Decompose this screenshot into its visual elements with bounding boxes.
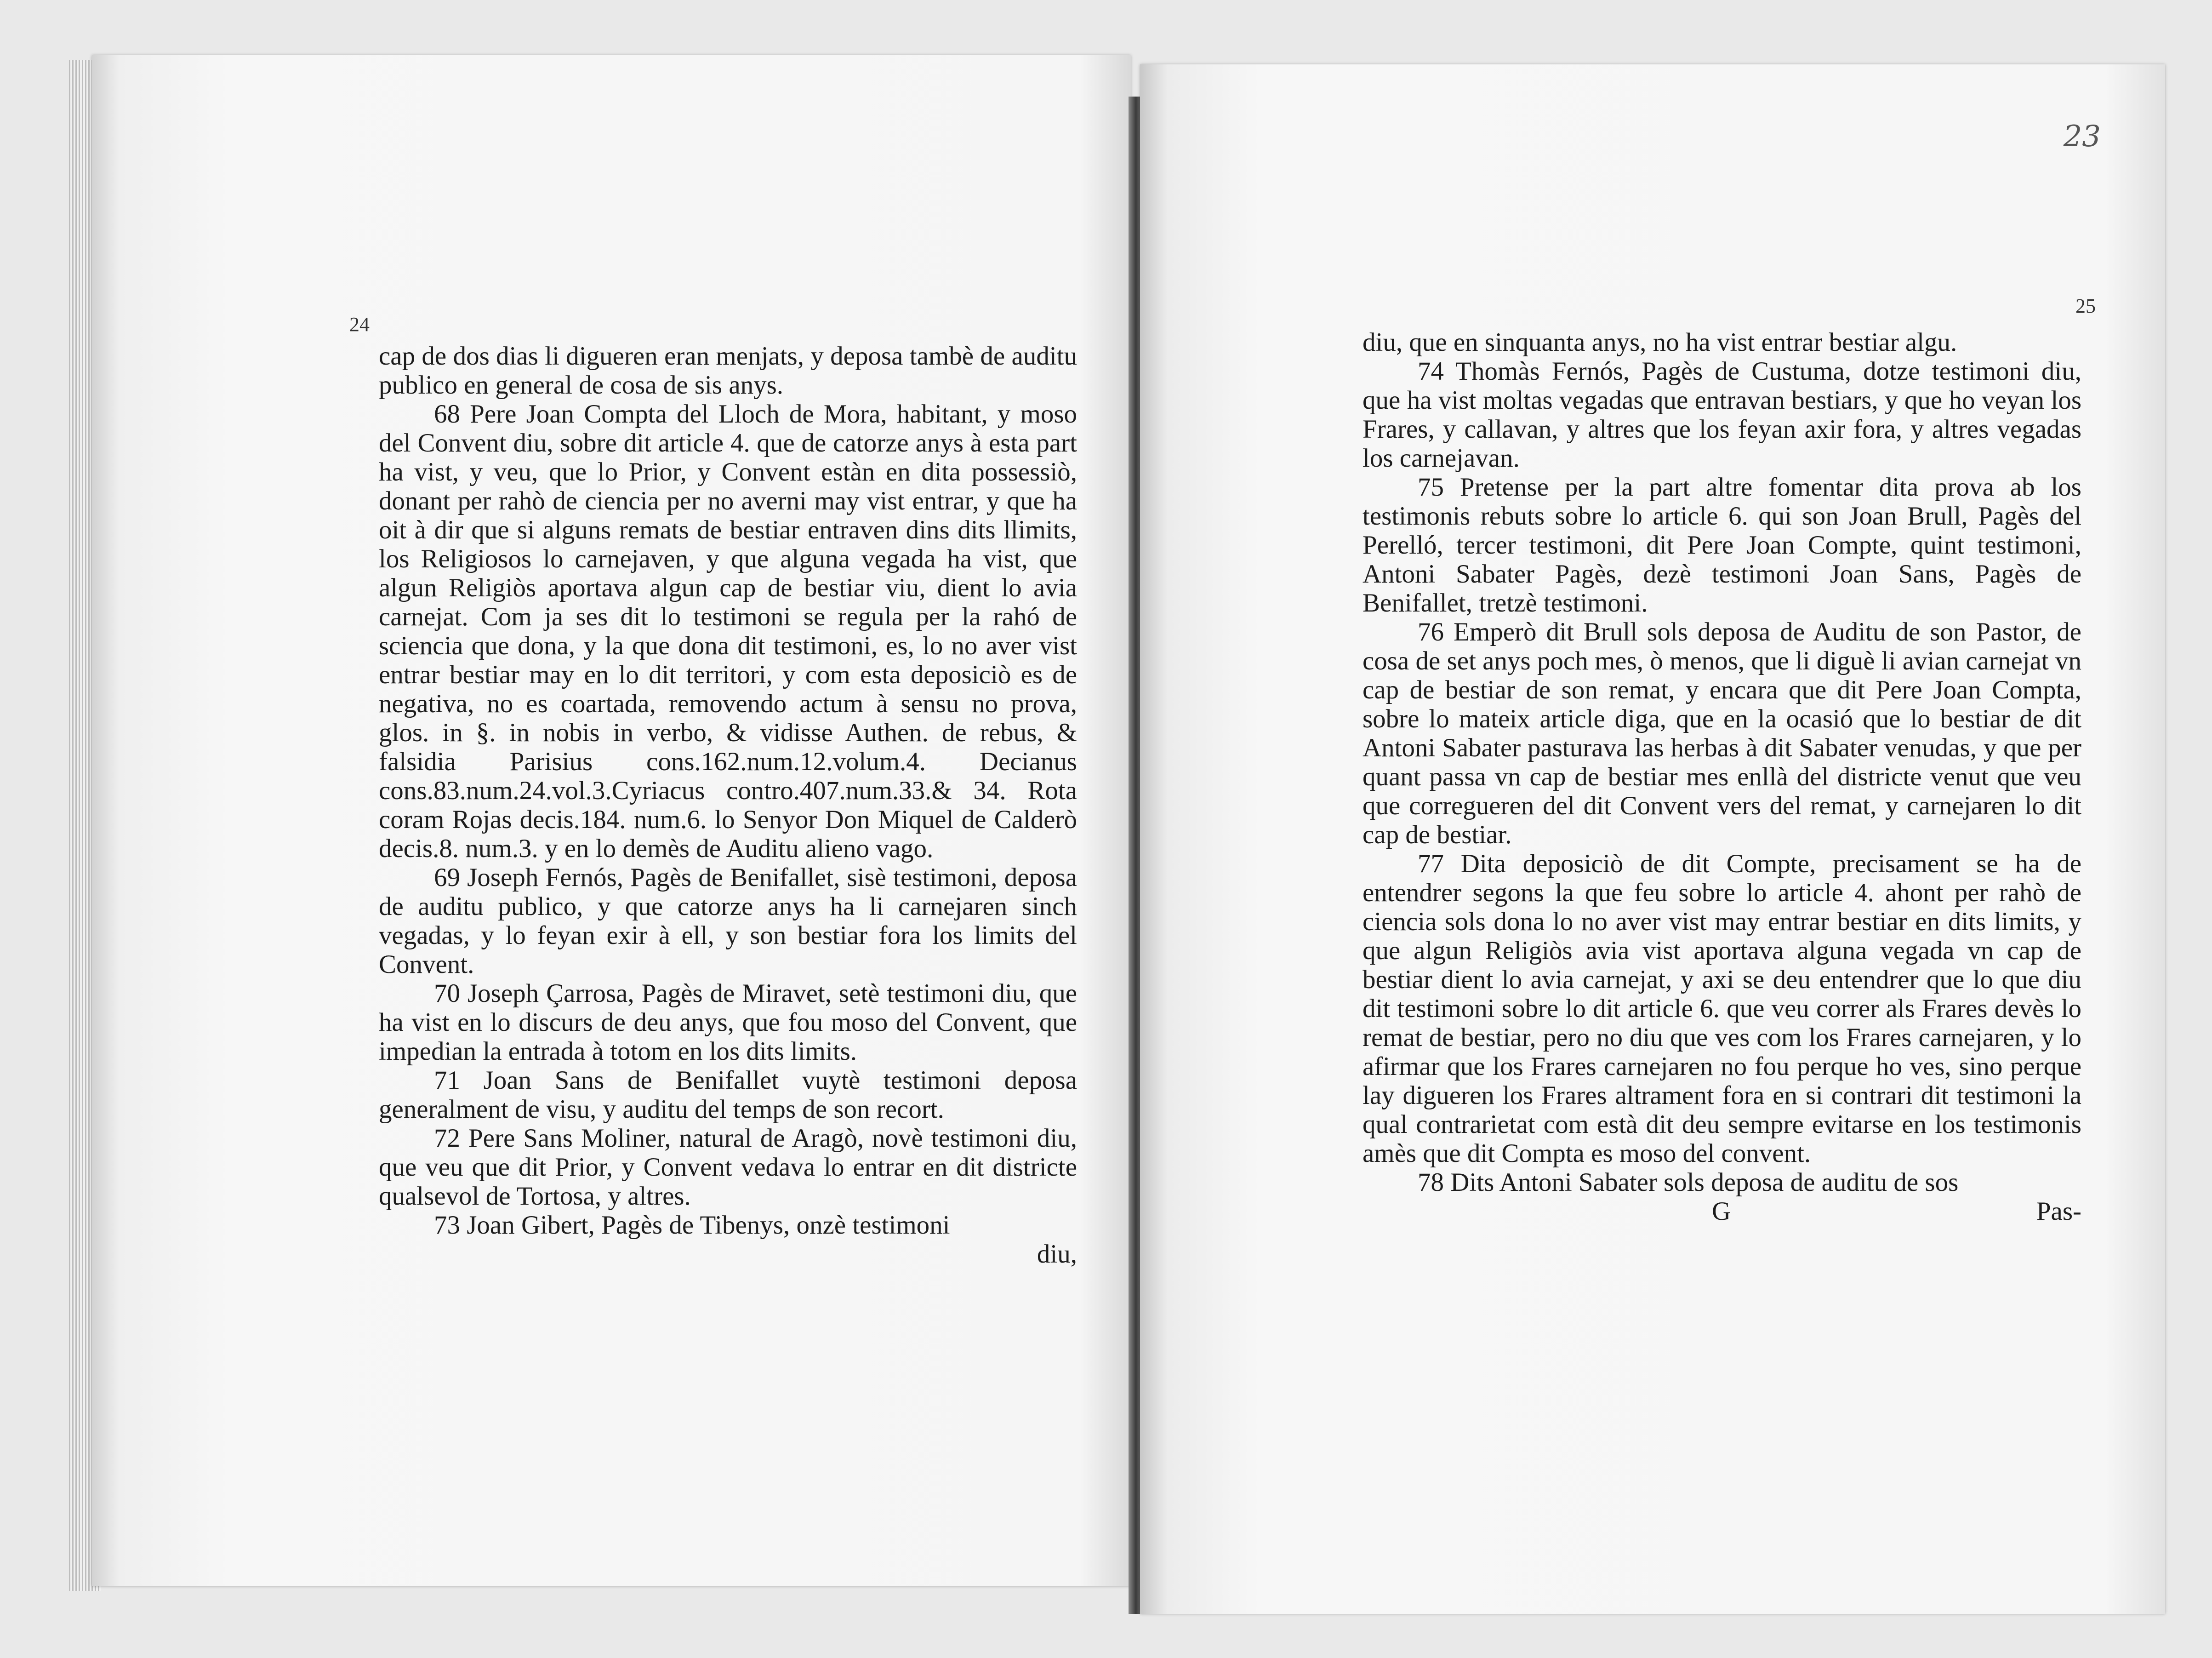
paragraph: 68 Pere Joan Compta del Lloch de Mora, habitant, y moso del Convent diu, sobre dit article 4. que de catorze anys à esta part ha vist, y veu, que lo Prior, y Convent estàn en dita possessiò, donant per rahò de ciencia per no averni may vist entrar, y que ha oit à dir que si alguns remats de bestiar entraven dins dits llimits, los Religiosos lo carnejaven, y que alguna vegada ha vist, que algun Religiòs aportava algun cap de bestiar viu, dient lo avia carnejat. Com ja ses dit lo testimoni se regula per la rahó de sciencia que dona, y la que dona dit testimoni, es, lo no aver vist entrar bestiar may en lo dit territori, y com esta deposiciò es de negativa, no es coartada, removendo actum à sensu no prova, glos. in §. in nobis in verbo, & vidisse Authen. de rebus, & falsidia Parisius cons.162.num.12.volum.4. Decianus cons.83.num.24.vol.3.Cyriacus contro.407.num.33.& 34. Rota coram Rojas decis.184. num.6. lo Senyor Don Miquel de Calderò decis.8. num.3. y en lo demès de Auditu alieno vago. — [379, 400, 1077, 863]
paragraph: 77 Dita deposiciò de dit Compte, precisament se ha de entendrer segons la que feu sobre lo article 4. ahont per rahò de ciencia sols dona lo no aver vist may entrar bestiar en dits limits, y que algun Religiòs avia vist aportava alguna vegada vn cap de bestiar dient lo avia carnejat, y axi se deu entendrer que lo que diu dit testimoni sobre lo dit article 6. que veu correr als Frares devès lo remat de bestiar, pero no diu que ves com los Frares carnejaren, y lo afirmar que los Frares carnejaren no fou perque ho ves, sino perque lay digueren los Frares altrament fora en si contrari dit testimoni la qual contrarietat com està dit deu sempre evitarse en los testimonis amès que dit Compta es moso del convent. — [1363, 849, 2081, 1168]
paragraph: cap de dos dias li digueren eran menjats, y deposa tambè de auditu publico en general de cosa de sis anys. — [379, 342, 1077, 400]
paragraph: 76 Emperò dit Brull sols deposa de Auditu de son Pastor, de cosa de set anys poch mes, ò menos, que li diguè li avian carnejat vn cap de bestiar de son remat, y encara que dit Pere Joan Compta, sobre lo mateix article diga, que en la ocasió que lo bestiar de dit Antoni Sabater pasturava las herbas à dit Sabater venudas, y que per quant passa vn cap de bestiar mes enllà del districte venut que veu que corregueren del dit Convent vers del remat, y carnejaren lo dit cap de bestiar. — [1363, 617, 2081, 849]
right-page — [1140, 64, 2165, 1614]
signature-mark: G — [1712, 1197, 1731, 1226]
paragraph: 78 Dits Antoni Sabater sols deposa de auditu de sos — [1418, 1168, 1959, 1197]
right-page-number: 25 — [2075, 295, 2096, 317]
paragraph: 72 Pere Sans Moliner, natural de Aragò, novè testimoni diu, que veu que dit Prior, y Convent vedava lo entrar en dit districte qualsevol de Tortosa, y altres. — [379, 1124, 1077, 1211]
paragraph: 69 Joseph Fernós, Pagès de Benifallet, sisè testimoni, deposa de auditu publico, y que catorze anys ha li carnejaren sinch vegadas, y lo feyan exir à ell, y son bestiar fora los limits del Convent. — [379, 863, 1077, 979]
right-text-block — [1363, 328, 2081, 1226]
catchword: diu, — [1037, 1240, 1077, 1269]
paragraph: 70 Joseph Çarrosa, Pagès de Miravet, setè testimoni diu, que ha vist en lo discurs de deu anys, que fou moso del Convent, que impedian la entrada à totom en los dits limits. — [379, 979, 1077, 1066]
handwritten-folio-note: 23 — [2063, 120, 2101, 154]
open-book — [69, 41, 2165, 1637]
left-page — [92, 55, 1131, 1586]
paragraph: 75 Pretense per la part altre fomentar dita prova ab los testimonis rebuts sobre lo article 6. qui son Joan Brull, Pagès del Perelló, tercer testimoni, dit Pere Joan Compte, quint testimoni, Antoni Sabater Pagès, dezè testimoni Joan Sans, Pagès de Benifallet, tretzè testimoni. — [1363, 473, 2081, 617]
right-catchword-line — [1363, 1197, 2081, 1226]
left-text-block — [379, 342, 1077, 1269]
paragraph: 71 Joan Sans de Benifallet vuytè testimoni deposa generalment de visu, y auditu del temps de son recort. — [379, 1066, 1077, 1124]
catchword: Pas- — [2036, 1197, 2081, 1226]
paragraph: 74 Thomàs Fernós, Pagès de Custuma, dotze testimoni diu, que ha vist moltas vegadas que entravan bestiars, y que ho veyan los Frares, y callavan, y altres que los feyan axir fora, y altres vegadas los carnejavan. — [1363, 357, 2081, 473]
left-catchword-line — [379, 1240, 1077, 1269]
paragraph: 73 Joan Gibert, Pagès de Tibenys, onzè testimoni — [434, 1211, 950, 1240]
left-page-number: 24 — [349, 313, 370, 336]
paragraph: diu, que en sinquanta anys, no ha vist entrar bestiar algu. — [1363, 328, 1957, 357]
